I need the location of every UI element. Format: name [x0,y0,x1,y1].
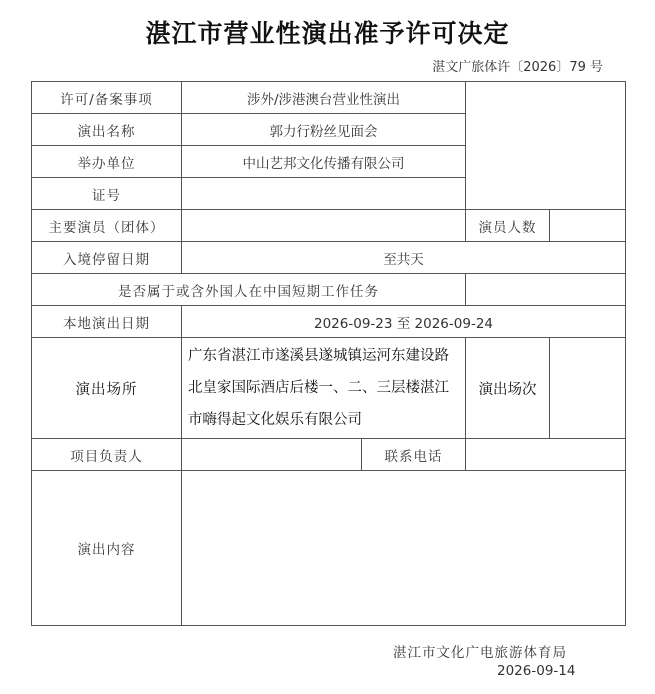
document-title: 湛江市营业性演出准予许可决定 [145,19,510,48]
issuing-authority: 湛江市文化广电旅游体育局 [393,645,567,661]
content-label: 演出内容 [32,471,182,626]
row-foreign-work [32,274,626,306]
local-dates-label: 本地演出日期 [32,306,182,338]
row-permit-type [32,82,626,114]
row-performers [32,210,626,242]
license-label: 证号 [32,178,182,210]
show-name-value: 郭力行粉丝见面会 [182,114,466,146]
foreign-work-value [466,274,626,306]
phone-label: 联系电话 [362,439,466,471]
content-value [182,471,626,626]
stay-dates-label: 入境停留日期 [32,242,182,274]
sessions-label: 演出场次 [466,338,550,439]
document-number: 湛文广旅体许〔2026〕79 号 [432,60,603,75]
organizer-label: 举办单位 [32,146,182,178]
issue-date: 2026-09-14 [497,663,576,679]
row-manager [32,439,626,471]
row-stay-dates [32,242,626,274]
show-name-label: 演出名称 [32,114,182,146]
blank-right-block [466,82,626,210]
manager-value [182,439,362,471]
performer-count-value [550,210,626,242]
sessions-value [550,338,626,439]
performers-value [182,210,466,242]
license-value [182,178,466,210]
phone-value [466,439,626,471]
organizer-value: 中山艺邦文化传播有限公司 [182,146,466,178]
performer-count-label: 演员人数 [466,210,550,242]
venue-value: 广东省湛江市遂溪县遂城镇运河东建设路北皇家国际酒店后楼一、二、三层楼湛江市嗨得起文化娱乐有限公司 [182,338,466,439]
venue-label: 演出场所 [32,338,182,439]
row-local-dates [32,306,626,338]
permit-table [31,81,626,626]
local-dates-value: 2026-09-23 至 2026-09-24 [182,306,626,338]
foreign-work-label: 是否属于或含外国人在中国短期工作任务 [32,274,466,306]
row-venue [32,338,626,439]
manager-label: 项目负责人 [32,439,182,471]
stay-dates-value: 至共天 [182,242,626,274]
row-content [32,471,626,626]
permit-type-label: 许可/备案事项 [32,82,182,114]
performers-label: 主要演员（团体） [32,210,182,242]
permit-type-value: 涉外/涉港澳台营业性演出 [182,82,466,114]
